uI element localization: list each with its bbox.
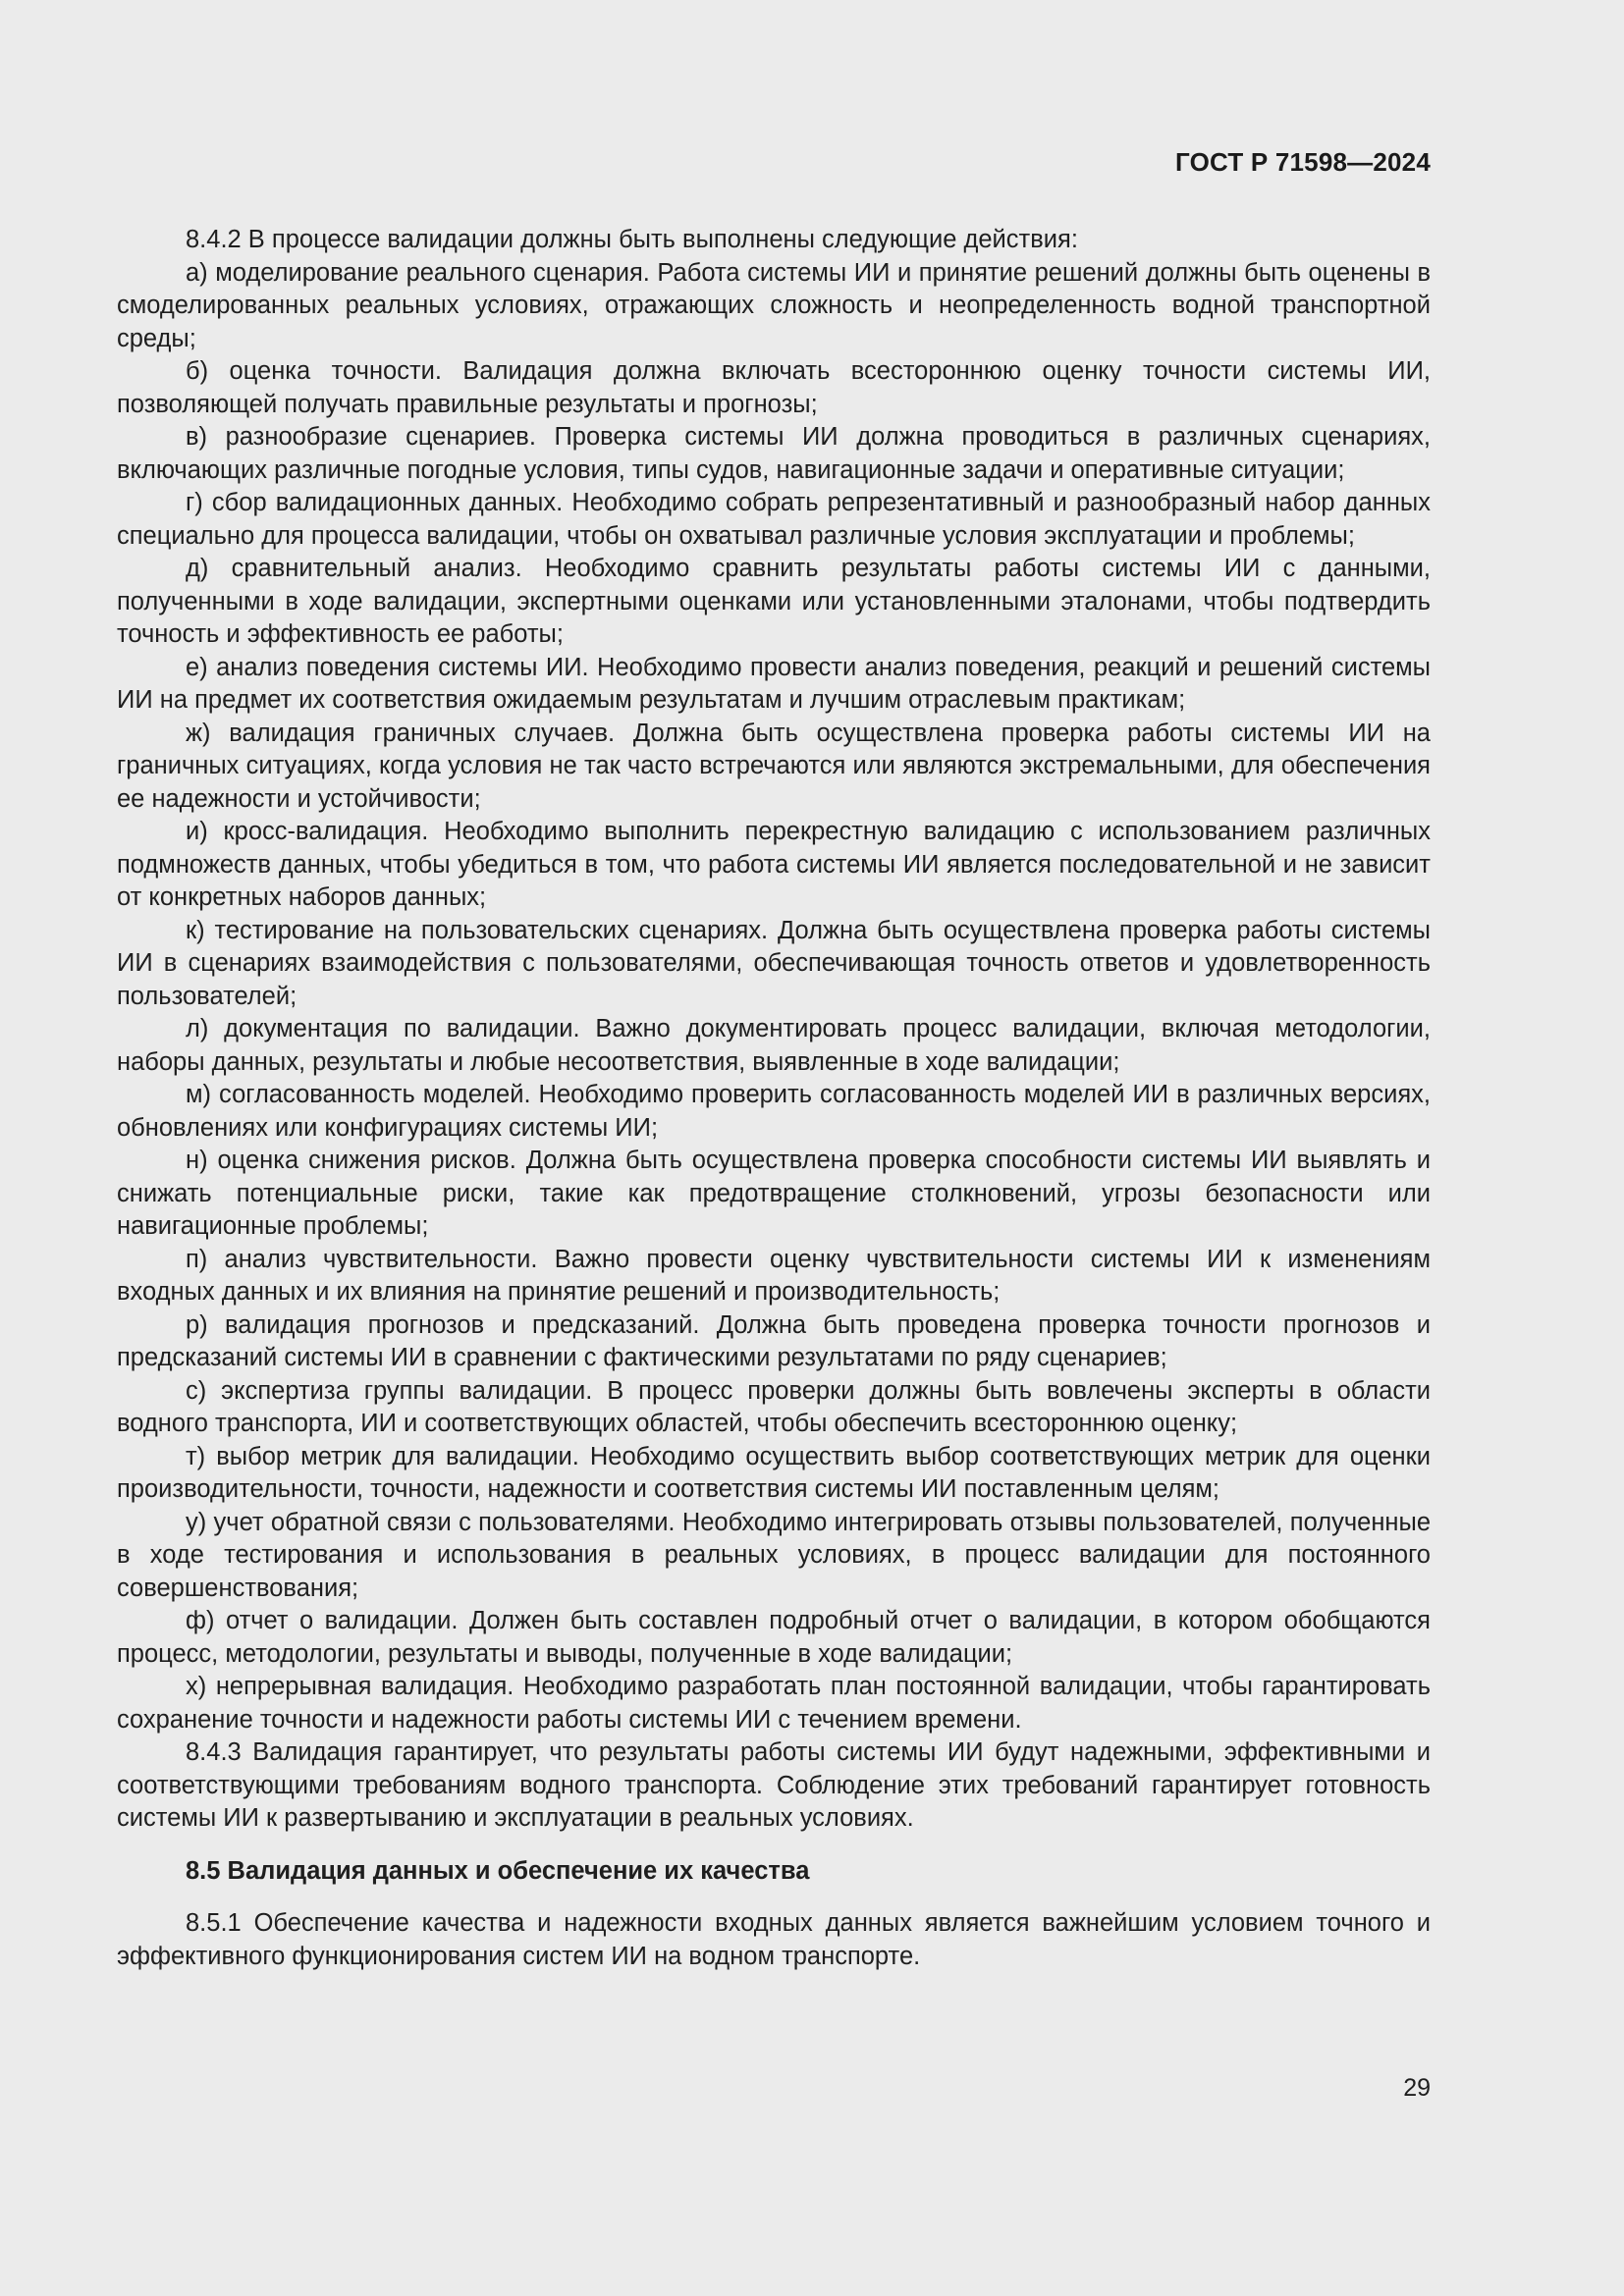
list-item-i: и) кросс-валидация. Необходимо выполнить перекрестную валидацию с использованием различных подмножеств данных, чтобы убедиться в том, что работа системы ИИ является последовательной и не зависит от конкретных наборов данных; <box>117 818 1431 911</box>
list-item-k: к) тестирование на пользовательских сценариях. Должна быть осуществлена проверка работы системы ИИ в сценариях взаимодействия с пользователями, обеспечивающая точность ответов и удовлетворенность пользователей; <box>117 916 1431 1010</box>
page-number: 29 <box>1403 2074 1431 2102</box>
list-item-m: м) согласованность моделей. Необходимо проверить согласованность моделей ИИ в различных версиях, обновлениях или конфигурациях системы ИИ; <box>117 1081 1431 1142</box>
list-item-l: л) документация по валидации. Важно документировать процесс валидации, включая методологии, наборы данных, результаты и любые несоответствия, выявленные в ходе валидации; <box>117 1015 1431 1076</box>
list-item-s: с) экспертиза группы валидации. В процесс проверки должны быть вовлечены эксперты в области водного транспорта, ИИ и соответствующих областей, чтобы обеспечить всестороннюю оценку; <box>117 1376 1431 1437</box>
list-item-e: е) анализ поведения системы ИИ. Необходимо провести анализ поведения, реакций и решений системы ИИ на предмет их соответствия ожидаемым результатам и лучшим отраслевым практикам; <box>117 653 1431 714</box>
clause-8-5-1: 8.5.1 Обеспечение качества и надежности входных данных является важнейшим условием точного и эффективного функционирования систем ИИ на водном транспорте. <box>117 1909 1431 1970</box>
clause-8-4-2: 8.4.2 В процессе валидации должны быть выполнены следующие действия: <box>186 226 1078 253</box>
list-item-v: в) разнообразие сценариев. Проверка системы ИИ должна проводиться в различных сценариях, включающих различные погодные условия, типы судов, навигационные задачи и оперативные ситуации; <box>117 423 1431 484</box>
list-item-zh: ж) валидация граничных случаев. Должна быть осуществлена проверка работы системы ИИ на граничных ситуациях, когда условия не так часто встречаются или являются экстремальными, для обеспечения ее надежности и устойчивости; <box>117 719 1431 813</box>
standard-designation: ГОСТ Р 71598—2024 <box>1175 147 1431 177</box>
list-item-d: д) сравнительный анализ. Необходимо сравнить результаты работы системы ИИ с данными, полученными в ходе валидации, экспертными оценками или установленными эталонами, чтобы подтвердить точность и эффективность ее работы; <box>117 555 1431 648</box>
clause-8-4-3: 8.4.3 Валидация гарантирует, что результаты работы системы ИИ будут надежными, эффективными и соответствующими требованиям водного транспорта. Соблюдение этих требований гарантирует готовность системы ИИ к развертыванию и эксплуатации в реальных условиях. <box>117 1738 1431 1832</box>
section-heading-8-5: 8.5 Валидация данных и обеспечение их качества <box>186 1856 810 1885</box>
list-item-n: н) оценка снижения рисков. Должна быть осуществлена проверка способности системы ИИ выявлять и снижать потенциальные риски, такие как предотвращение столкновений, угрозы безопасности или навигационные проблемы; <box>117 1147 1431 1240</box>
document-body <box>117 224 1431 1973</box>
list-item-r: р) валидация прогнозов и предсказаний. Должна быть проведена проверка точности прогнозов и предсказаний системы ИИ в сравнении с фактическими результатами по ряду сценариев; <box>117 1310 1431 1371</box>
list-item-a: а) моделирование реального сценария. Работа системы ИИ и принятие решений должны быть оценены в смоделированных реальных условиях, отражающих сложность и неопределенность водной транспортной среды; <box>117 258 1431 352</box>
list-item-b: б) оценка точности. Валидация должна включать всестороннюю оценку точности системы ИИ, позволяющей получать правильные результаты и прогнозы; <box>117 357 1431 418</box>
list-item-p: п) анализ чувствительности. Важно провести оценку чувствительности системы ИИ к изменениям входных данных и их влияния на принятие решений и производительность; <box>117 1245 1431 1306</box>
list-item-t: т) выбор метрик для валидации. Необходимо осуществить выбор соответствующих метрик для оценки производительности, точности, надежности и соответствия системы ИИ поставленным целям; <box>117 1442 1431 1503</box>
list-item-f: ф) отчет о валидации. Должен быть составлен подробный отчет о валидации, в котором обобщаются процесс, методологии, результаты и выводы, полученные в ходе валидации; <box>117 1607 1431 1668</box>
list-item-g: г) сбор валидационных данных. Необходимо собрать репрезентативный и разнообразный набор данных специально для процесса валидации, чтобы он охватывал различные условия эксплуатации и проблемы; <box>117 489 1431 550</box>
list-item-u: у) учет обратной связи с пользователями. Необходимо интегрировать отзывы пользователей, полученные в ходе тестирования и использования в реальных условиях, в процесс валидации для постоянного совершенствования; <box>117 1508 1431 1602</box>
list-item-h: х) непрерывная валидация. Необходимо разработать план постоянной валидации, чтобы гарантировать сохранение точности и надежности работы системы ИИ с течением времени. <box>117 1673 1431 1734</box>
